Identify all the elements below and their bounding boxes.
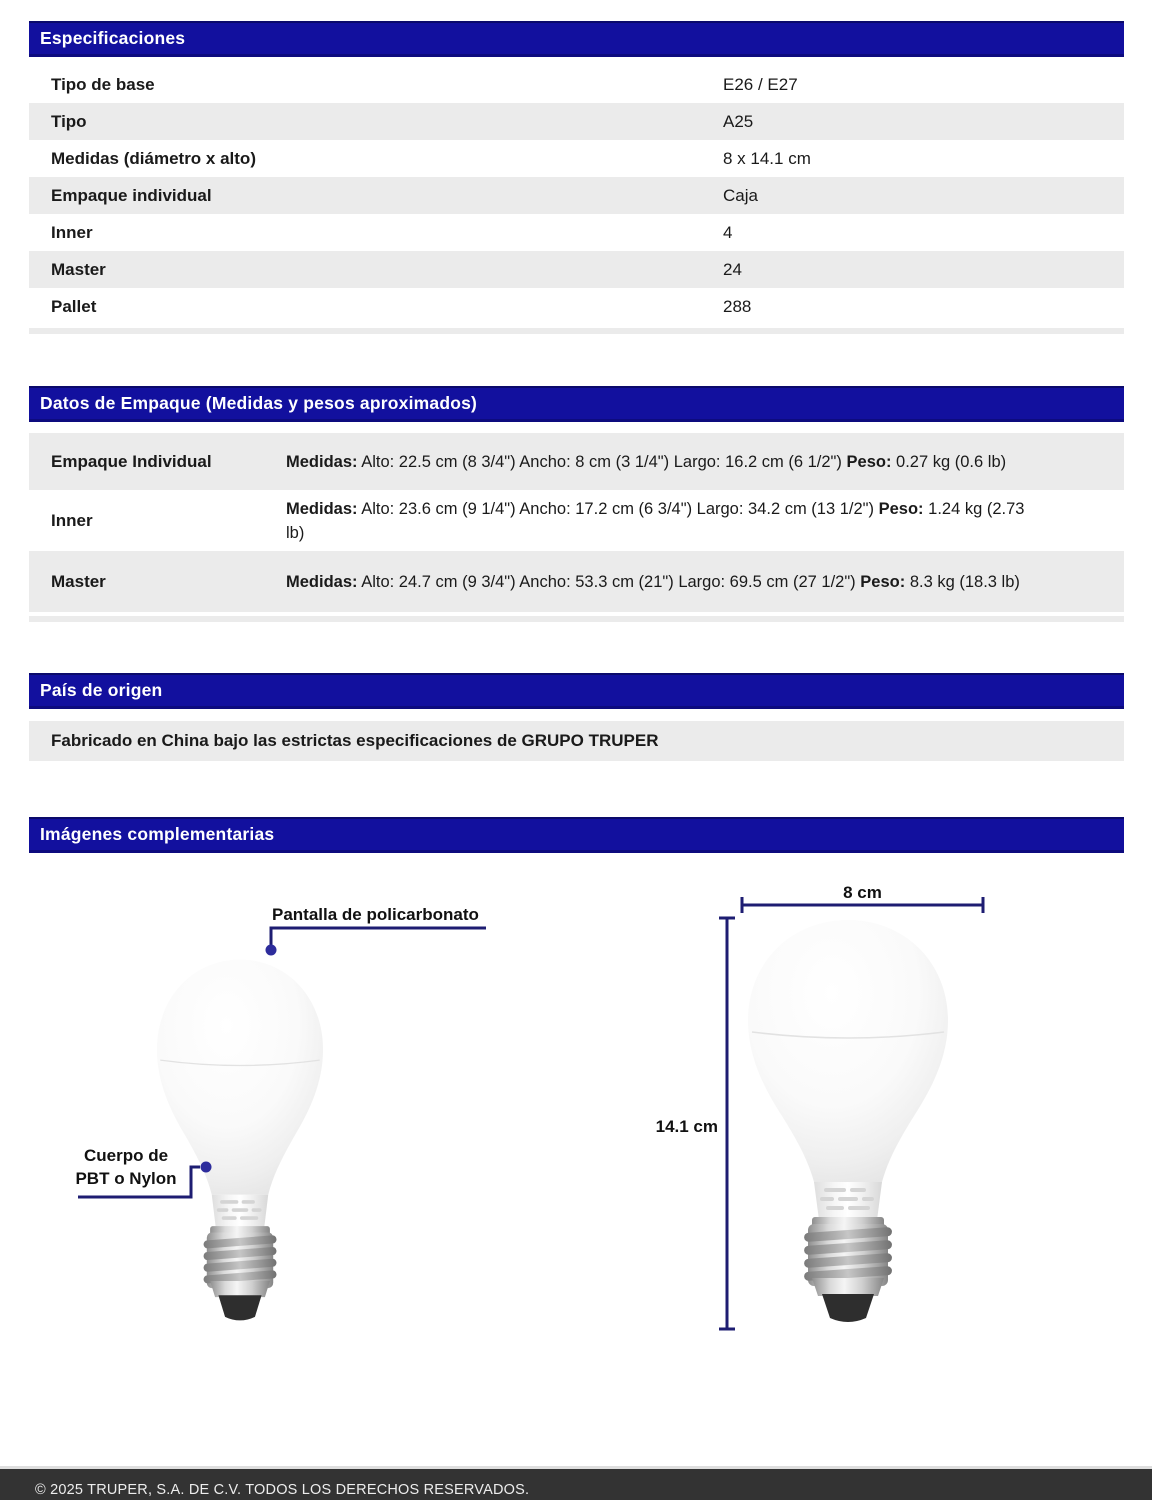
section-title: Imágenes complementarias [40, 824, 275, 844]
peso-text: 8.3 kg (18.3 lb) [909, 572, 1020, 591]
spec-value: A25 [723, 111, 754, 131]
footer [0, 1469, 1152, 1500]
spec-value: E26 / E27 [723, 74, 798, 94]
packaging-details [286, 564, 1036, 600]
medidas-label: Medidas: [286, 499, 358, 518]
origin-text: Fabricado en China bajo las estrictas especificaciones de GRUPO TRUPER [51, 731, 659, 750]
section-title: Especificaciones [40, 28, 186, 48]
spec-label: Tipo [51, 111, 87, 131]
table-row [29, 551, 1124, 612]
table-row [29, 490, 1124, 551]
table-footer-strip [29, 616, 1124, 622]
annotation-cuerpo [64, 1144, 188, 1190]
packaging-label: Master [51, 571, 106, 591]
section-title: País de origen [40, 680, 163, 700]
section-header-imagenes [29, 817, 1124, 853]
table-row [29, 66, 1124, 103]
table-row [29, 251, 1124, 288]
footer-copyright: © 2025 TRUPER, S.A. DE C.V. TODOS LOS DERECHOS RESERVADOS. [35, 1482, 530, 1498]
packaging-details [286, 491, 1036, 551]
bulb-image-right [742, 916, 954, 1336]
spec-table [29, 66, 1124, 325]
leader-line-pantalla [271, 928, 486, 946]
peso-label: Peso: [846, 452, 892, 471]
table-row [29, 214, 1124, 251]
annotation-cuerpo-line1: Cuerpo de [83, 1146, 169, 1165]
packaging-table [29, 433, 1124, 612]
section-header-empaque [29, 386, 1124, 422]
peso-text: 0.27 kg (0.6 lb) [896, 452, 1007, 471]
section-header-especificaciones [29, 21, 1124, 57]
medidas-text: Alto: 22.5 cm (8 3/4") Ancho: 8 cm (3 1/4") Largo: 16.2 cm (6 1/2") [361, 452, 842, 471]
table-row [29, 177, 1124, 214]
packaging-label: Empaque Individual [51, 451, 212, 471]
spec-value: 8 x 14.1 cm [723, 148, 811, 168]
table-row [29, 288, 1124, 325]
origin-row [29, 721, 1124, 761]
spec-label: Inner [51, 222, 93, 242]
table-row [29, 433, 1124, 490]
spec-value: 24 [723, 259, 742, 279]
spec-value: Caja [723, 185, 758, 205]
medidas-text: Alto: 24.7 cm (9 3/4") Ancho: 53.3 cm (21") Largo: 69.5 cm (27 1/2") [361, 572, 856, 591]
spec-label: Medidas (diámetro x alto) [51, 148, 256, 168]
packaging-label: Inner [51, 510, 93, 530]
medidas-label: Medidas: [286, 452, 358, 471]
spec-label: Master [51, 259, 106, 279]
section-title: Datos de Empaque (Medidas y pesos aproximados) [40, 393, 478, 413]
section-header-origen [29, 673, 1124, 709]
table-footer-strip [29, 328, 1124, 334]
spec-label: Empaque individual [51, 185, 212, 205]
annotation-diameter: 8 cm [843, 883, 882, 902]
table-row [29, 103, 1124, 140]
annotation-cuerpo-line2: PBT o Nylon [75, 1169, 177, 1188]
table-row [29, 140, 1124, 177]
peso-label: Peso: [860, 572, 906, 591]
peso-text: 1.24 kg (2.73 lb) [286, 499, 1025, 542]
spec-label: Pallet [51, 296, 97, 316]
medidas-text: Alto: 23.6 cm (9 1/4") Ancho: 17.2 cm (6 3/4") Largo: 34.2 cm (13 1/2") [361, 499, 875, 518]
spec-value: 4 [723, 222, 733, 242]
spec-label: Tipo de base [51, 74, 155, 94]
spec-value: 288 [723, 296, 752, 316]
leader-dot [266, 945, 277, 956]
annotation-height: 14.1 cm [655, 1117, 718, 1136]
peso-label: Peso: [878, 499, 924, 518]
medidas-label: Medidas: [286, 572, 358, 591]
annotation-pantalla: Pantalla de policarbonato [272, 905, 479, 924]
packaging-details [286, 444, 1036, 480]
